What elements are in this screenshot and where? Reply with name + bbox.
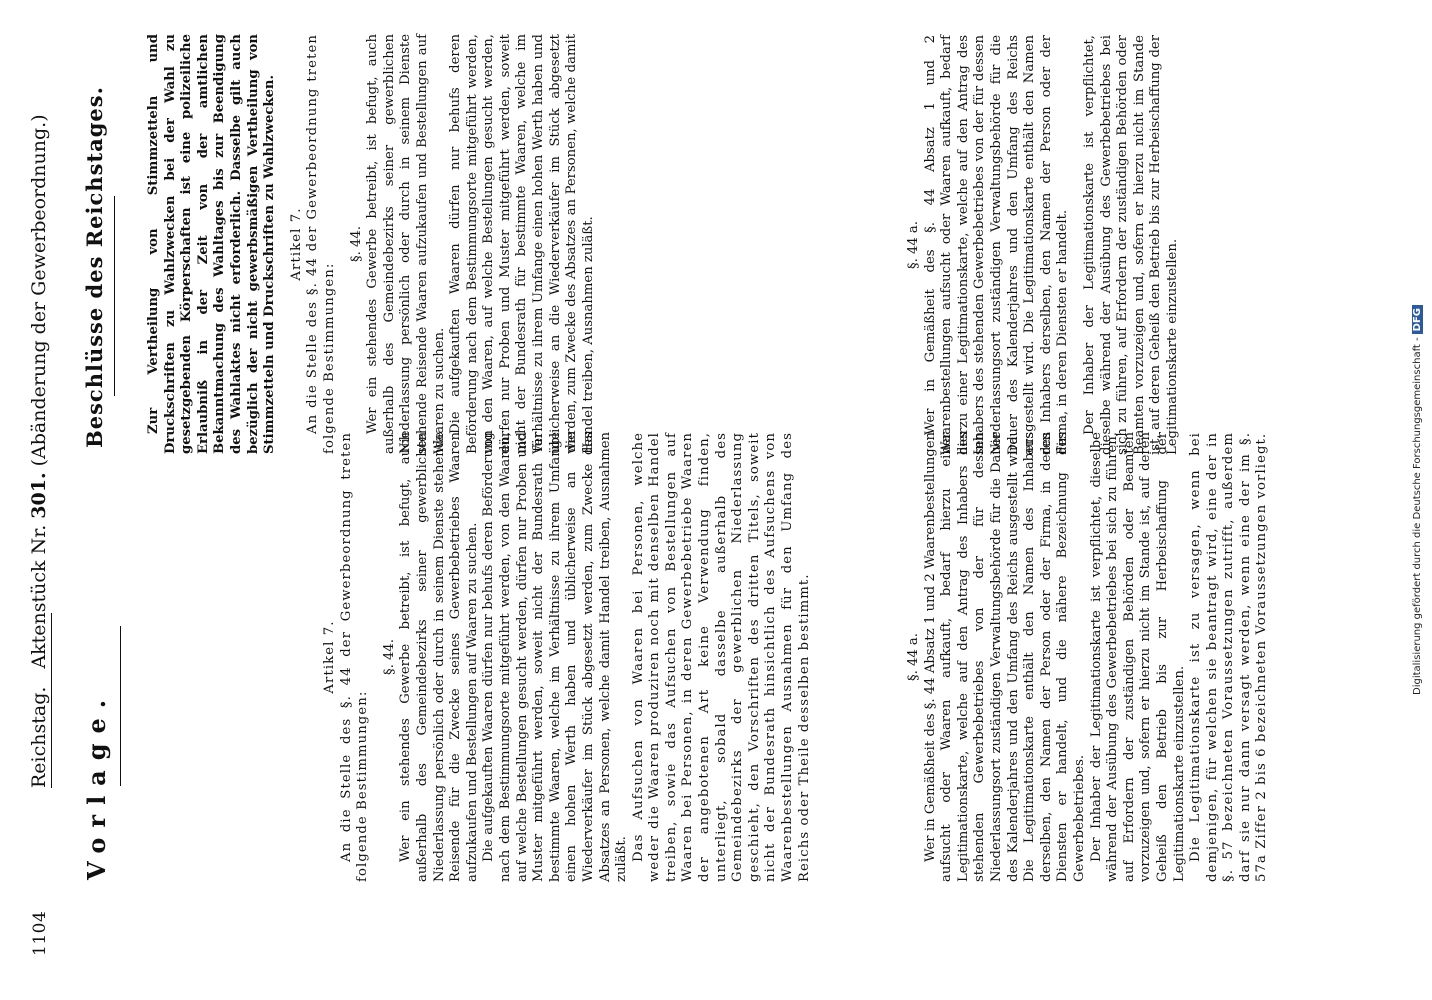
right-artikel-intro: An die Stelle des §. 44 der Gewerbeordnung treten folgende Bestimmungen: xyxy=(305,34,337,454)
left-par44a-p3: Die Legitimationskarte ist zu versagen, wenn bei demjenigen, für welchen sie beantragt wird, eine der in §. 57 bezeichneten Voraussetzungen zutrifft, außerdem darf sie nur dann versagt werden, wenn eine der im §. 57a Ziffer 2 bis 6 bezeichneten Voraussetzungen vorliegt. xyxy=(1188,432,1270,882)
document-label: Aktenstück Nr. xyxy=(28,524,50,669)
left-par44a-title: §. 44 a. xyxy=(906,633,921,682)
right-artikel-title: Artikel 7. xyxy=(288,207,304,281)
dfg-logo-badge: DFG xyxy=(1412,305,1423,334)
right-heading-rule xyxy=(114,196,115,396)
left-artikel-title: Artikel 7. xyxy=(322,620,337,694)
page-header xyxy=(28,114,50,788)
decision-column-lower xyxy=(906,35,1182,455)
left-column-heading: Vorlage. xyxy=(82,689,111,880)
right-column-heading: Beschlüsse des Reichstages. xyxy=(82,86,107,448)
header-underline xyxy=(51,613,52,788)
document-number: 301. xyxy=(28,472,50,519)
page-number: 1104 xyxy=(30,910,50,956)
left-heading-rule xyxy=(120,626,121,786)
left-par44a-p1: Wer in Gemäßheit des §. 44 Absatz 1 und 2 Waarenbestellungen aufsucht oder Waaren aufkauft, bedarf hierzu einer Legitimationskarte, welche auf den Antrag des Inhabers des stehenden Gewerbebetriebes von der für dessen Niederlassungsort zuständigen Verwaltungsbehörde für die Dauer des Kalenderjahres und den Umfang des Reichs ausgestellt wird. Die Legitimationskarte enthält den Namen des Inhabers derselben, den Namen der Person oder der Firma, in deren Diensten er handelt, und die nähere Bezeichnung des Gewerbebetriebes. xyxy=(922,432,1087,882)
decision-column-upper xyxy=(146,34,597,454)
left-par44-p3: Das Aufsuchen von Waaren bei Personen, welche weder die Waaren produziren noch mit denselben Handel treiben, sowie das Aufsuchen von Bestellungen auf Waaren bei Personen, in deren Gewerbebetriebe Waaren der angebotenen Art keine Verwendung finden, unterliegt, sobald dasselbe außerhalb des Gemeindebezirks der gewerblichen Niederlassung geschieht, den Vorschriften des dritten Titels, soweit nicht der Bundesrath hinsichtlich des Aufsuchens von Waarenbestellungen Ausnahmen für den Umfang des Reichs oder Theile desselben bestimmt. xyxy=(630,432,812,882)
proposal-column-upper xyxy=(322,432,813,882)
decision-intro: Zur Vertheilung von Stimmzetteln und Druckschriften zu Wahlzwecken bei der Wahl zu gesetzgebenden Körperschaften ist eine polizeiliche Erlaubniß in der Zeit von der amtlichen Bekanntmachung des Wahltages bis zur Beendigung des Wahlaktes nicht erforderlich. Dasselbe gilt auch bezüglich der nicht gewerbsmäßigen Vertheilung von Stimmzetteln und Druckschriften zu Wahlzwecken. xyxy=(146,34,278,454)
document-subject: (Abänderung der Gewerbeordnung.) xyxy=(28,114,50,467)
digitization-credit xyxy=(1412,0,1423,1000)
left-par44-p1: Wer ein stehendes Gewerbe betreibt, ist befugt, auch außerhalb des Gemeindebezirks seiner gewerblichen Niederlassung persönlich oder durch in seinem Dienste stehende Reisende für die Zwecke seines Gewerbebetriebes Waaren aufzukaufen und Bestellungen auf Waaren zu suchen. xyxy=(398,432,480,882)
right-par44a-p2: Der Inhaber der Legitimationskarte ist verpflichtet, dieselbe während der Ausübung des Gewerbebetriebes bei sich zu führen, auf Erfordern der zuständigen Behörden oder Beamten vorzuzeigen und, sofern er hierzu nicht im Stande ist, auf deren Geheiß den Betrieb bis zur Herbeischaffung der Legitimationskarte einzustellen. xyxy=(1081,35,1180,455)
right-par44-title: §. 44. xyxy=(348,226,364,262)
parliament-label: Reichstag. xyxy=(28,686,50,788)
right-par44a-p1: Wer in Gemäßheit des §. 44 Absatz 1 und 2 Waarenbestellungen aufsucht oder Waaren aufkauft, bedarf hierzu einer Legitimationskarte, welche auf den Antrag des Inhabers des stehenden Gewerbebetriebes von der für dessen Niederlassungsort zuständigen Verwaltungsbehörde für die Dauer des Kalenderjahres und den Umfang des Reichs ausgestellt wird. Die Legitimationskarte enthält den Namen des Inhabers derselben, den Namen der Person oder der Firma, in deren Diensten er handelt. xyxy=(922,35,1071,455)
right-par44-p1: Wer ein stehendes Gewerbe betreibt, ist befugt, auch außerhalb des Gemeindebezirks seiner gewerblichen Niederlassung persönlich oder durch in seinem Dienste stehende Reisende Waaren aufzukaufen und Bestellungen auf Waaren zu suchen. xyxy=(365,34,447,454)
left-par44a-p2: Der Inhaber der Legitimationskarte ist verpflichtet, dieselbe während der Ausübung des Gewerbebetriebes bei sich zu führen, auf Erfordern der zuständigen Behörden oder Beamten vorzuzeigen und, sofern er hierzu nicht im Stande ist, auf deren Geheiß den Betrieb bis zur Herbeischaffung der Legitimationskarte einzustellen. xyxy=(1088,432,1187,882)
right-par44-p2: Die aufgekauften Waaren dürfen nur behufs deren Beförderung nach dem Bestimmungsorte mitgeführt werden, von den Waaren, auf welche Bestellungen gesucht werden, dürfen nur Proben und Muster mitgeführt werden, soweit nicht der Bundesrath für bestimmte Waaren, welche im Verhältnisse zu ihrem Umfange einen hohen Werth haben und üblicherweise an die Wiederverkäufer im Stück abgesetzt werden, zum Zwecke des Absatzes an Personen, welche damit Handel treiben, Ausnahmen zuläßt. xyxy=(448,34,596,454)
right-par44a-title: §. 44 a. xyxy=(906,221,921,270)
proposal-column-lower xyxy=(906,432,1271,882)
digitization-credit-text: Digitalisierung gefördert durch die Deutsche Forschungsgemeinschaft - xyxy=(1412,337,1423,695)
left-par44-p2: Die aufgekauften Waaren dürfen nur behufs deren Beförderung nach dem Bestimmungsorte mitgeführt werden, von den Waaren, auf welche Bestellungen gesucht werden, dürfen nur Proben und Muster mitgeführt werden, soweit nicht der Bundesrath für bestimmte Waaren, welche im Verhältnisse zu ihrem Umfange einen hohen Werth haben und üblicherweise an die Wiederverkäufer im Stück abgesetzt werden, zum Zwecke des Absatzes an Personen, welche damit Handel treiben, Ausnahmen zuläßt. xyxy=(481,432,630,882)
left-par44-title: §. 44. xyxy=(381,639,397,675)
left-artikel-intro: An die Stelle des §. 44 der Gewerbeordnung treten folgende Bestimmungen: xyxy=(338,432,371,882)
